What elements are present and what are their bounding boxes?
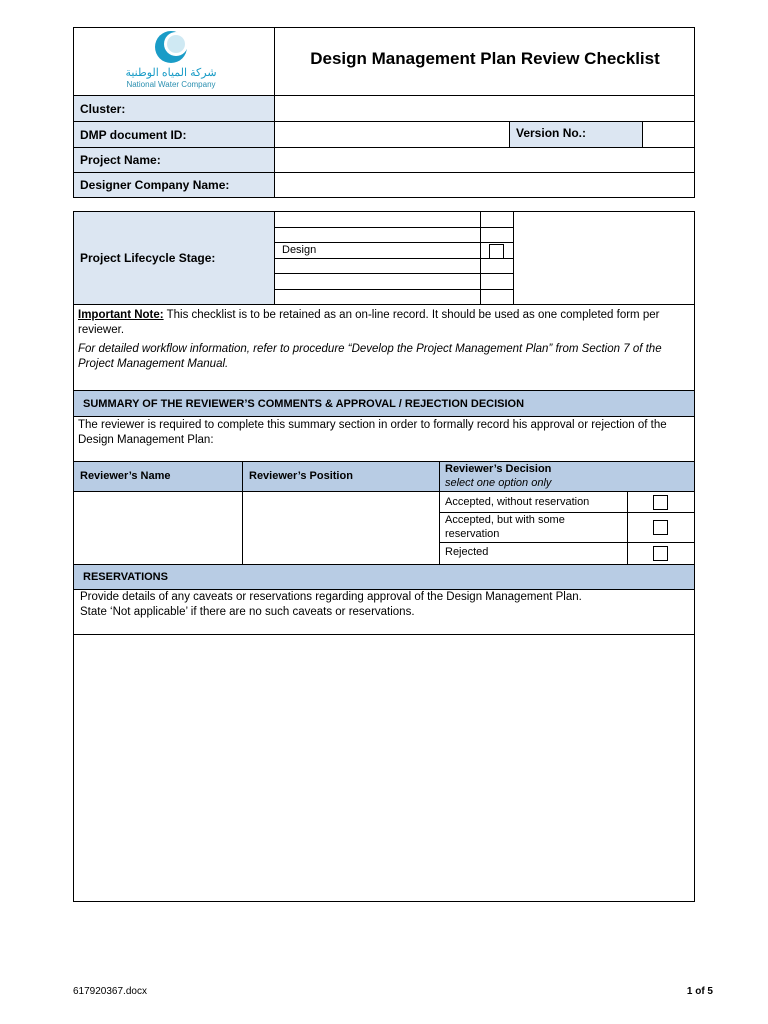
lifecycle-label: Project Lifecycle Stage: xyxy=(74,212,274,304)
designer-company-label: Designer Company Name: xyxy=(74,173,274,197)
footer-doc-name: 617920367.docx xyxy=(73,986,147,997)
rule xyxy=(439,542,695,543)
project-name-field[interactable] xyxy=(276,149,694,171)
rule xyxy=(642,121,643,147)
rule xyxy=(73,416,695,417)
reservations-line1: Provide details of any caveats or reservations regarding approval of the Design Management Plan. xyxy=(80,591,582,603)
logo-english: National Water Company xyxy=(126,80,216,89)
stage-option-design: Design xyxy=(282,244,317,256)
dmp-id-label: DMP document ID: xyxy=(74,122,274,147)
rule xyxy=(274,289,514,290)
stage-design-checkbox[interactable] xyxy=(489,244,504,259)
designer-company-field[interactable] xyxy=(276,174,694,196)
workflow-note: For detailed workflow information, refer to procedure “Develop the Project Management Plan” from Section 7 of the Project Management Manual. xyxy=(78,343,662,370)
important-note-label: Important Note: xyxy=(78,309,164,321)
reviewer-decision-hint: select one option only xyxy=(445,477,552,489)
rule xyxy=(242,461,243,564)
accepted-with-checkbox[interactable] xyxy=(653,520,668,535)
dmp-id-field[interactable] xyxy=(276,123,508,146)
rule xyxy=(73,304,695,305)
logo-arabic: شركة المياه الوطنية xyxy=(125,67,217,79)
version-field[interactable] xyxy=(644,123,694,146)
summary-heading: SUMMARY OF THE REVIEWER’S COMMENTS & APPROVAL / REJECTION DECISION xyxy=(74,391,694,416)
reviewer-name-field[interactable] xyxy=(75,493,240,562)
important-note-text: This checklist is to be retained as an on-line record. It should be used as one completed form per reviewer. xyxy=(78,309,660,336)
cluster-label: Cluster: xyxy=(74,96,274,121)
reviewer-decision-header: Reviewer’s Decision xyxy=(445,463,552,475)
nwc-logo-icon xyxy=(150,29,192,65)
important-note xyxy=(78,308,690,338)
accepted-without-checkbox[interactable] xyxy=(653,495,668,510)
option-accepted-without: Accepted, without reservation xyxy=(445,496,590,508)
reservations-field[interactable] xyxy=(75,636,693,900)
reviewer-position-header: Reviewer’s Position xyxy=(249,470,353,482)
option-accepted-with: Accepted, but with some reservation xyxy=(445,514,565,540)
rule xyxy=(274,227,514,228)
page-title: Design Management Plan Review Checklist xyxy=(310,49,660,68)
reviewer-name-header: Reviewer’s Name xyxy=(80,470,171,482)
rule xyxy=(274,273,514,274)
reservations-heading: RESERVATIONS xyxy=(74,565,694,589)
option-rejected: Rejected xyxy=(445,546,489,558)
cluster-field[interactable] xyxy=(276,97,694,120)
footer-page-number: 1 of 5 xyxy=(686,986,713,997)
rejected-checkbox[interactable] xyxy=(653,546,668,561)
rule xyxy=(73,634,695,635)
summary-intro: The reviewer is required to complete this summary section in order to formally record his approval or rejection of the Design Management Plan: xyxy=(78,419,667,446)
rule xyxy=(627,491,628,564)
rule xyxy=(73,491,695,492)
reviewer-position-field[interactable] xyxy=(244,493,437,562)
reservations-line2: State ‘Not applicable’ if there are no such caveats or reservations. xyxy=(80,606,415,618)
project-name-label: Project Name: xyxy=(74,148,274,172)
version-label: Version No.: xyxy=(510,122,642,147)
rule xyxy=(274,258,514,259)
